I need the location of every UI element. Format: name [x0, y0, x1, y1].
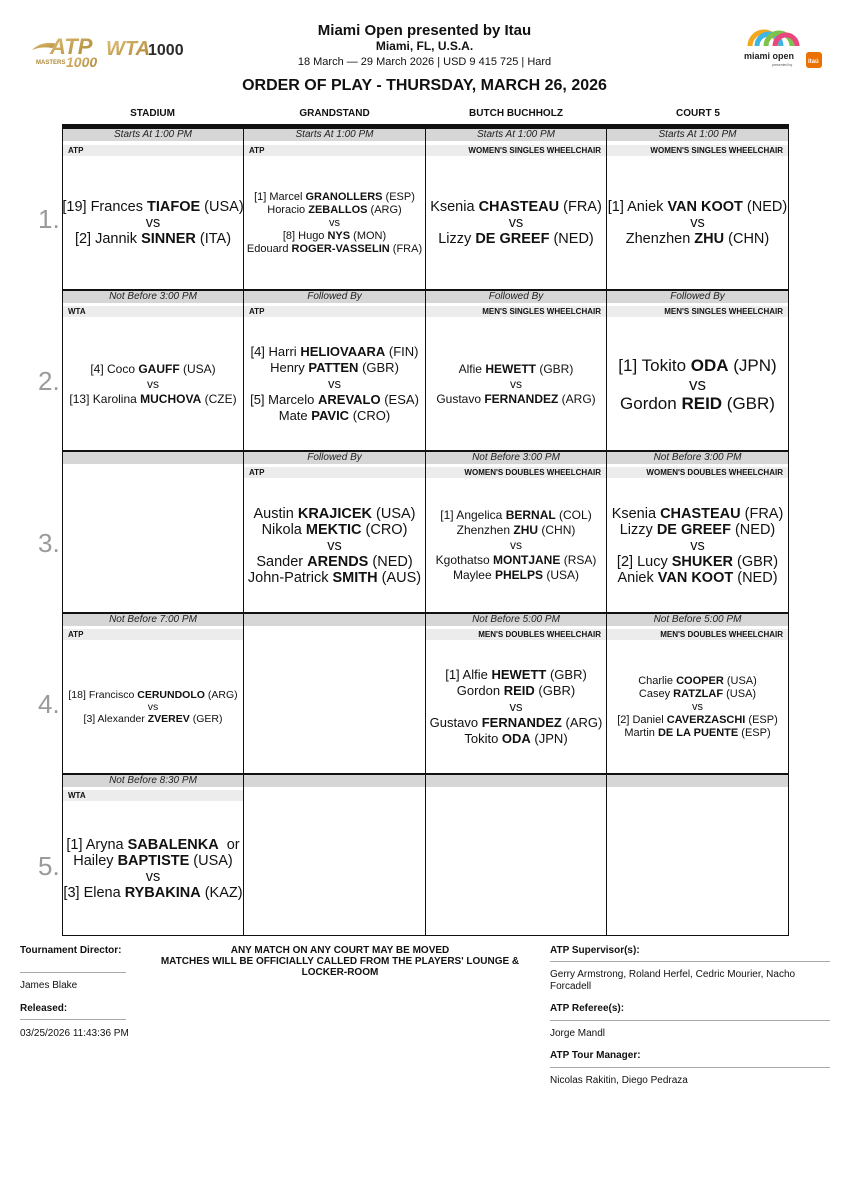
player-line: Gustavo FERNANDEZ (ARG) — [436, 391, 596, 406]
versus-label: vs — [692, 700, 703, 713]
time-slot-label: Not Before 3:00 PM — [63, 291, 243, 303]
player-line: [1] Marcel GRANOLLERS (ESP) — [254, 190, 415, 203]
player-line: [2] Jannik SINNER (ITA) — [74, 231, 232, 247]
row-number-2: 2. — [38, 366, 60, 396]
player-line: [19] Frances TIAFOE (USA) — [62, 199, 244, 215]
presented-by-logo-text: presented by — [772, 63, 793, 67]
versus-label: vs — [508, 215, 524, 231]
player-line: Gordon REID (GBR) — [620, 393, 775, 413]
footer-divider — [550, 961, 830, 962]
time-slot-label: Starts At 1:00 PM — [63, 129, 243, 141]
court-header-court-5: COURT 5 — [676, 108, 720, 119]
player-line: Ksenia CHASTEAU (FRA) — [611, 505, 784, 522]
versus-label: vs — [328, 376, 341, 391]
versus-label: vs — [690, 215, 705, 231]
time-slot-label — [63, 452, 243, 464]
player-line: Lizzy DE GREEF (NED) — [619, 521, 776, 538]
match-cell — [244, 479, 425, 612]
tournament-header — [200, 22, 649, 70]
court-notice-line-1: ANY MATCH ON ANY COURT MAY BE MOVED — [230, 945, 450, 956]
event-category: ATP — [244, 145, 425, 156]
player-line: Alfie HEWETT (GBR) — [458, 361, 574, 376]
atp-supervisor-names: Gerry Armstrong, Roland Herfel, Cedric Mourier, Nacho Forcadell — [550, 969, 796, 992]
atp-referee-label: ATP Referee(s): — [550, 1003, 625, 1014]
player-line: Horacio ZEBALLOS (ARG) — [267, 203, 402, 216]
time-slot-label: Not Before 7:00 PM — [63, 614, 243, 626]
tournament-title: Miami Open presented by Itau — [317, 22, 532, 39]
time-slot-label: Followed By — [607, 291, 788, 303]
event-category: WOMEN'S SINGLES WHEELCHAIR — [426, 145, 606, 156]
player-line: [3] Elena RYBAKINA (KAZ) — [63, 884, 243, 901]
player-line: Charlie COOPER (USA) — [638, 674, 757, 687]
tournament-dates: 18 March — 29 March 2026 | USD 9 415 725 | Hard — [297, 56, 552, 68]
event-category: WOMEN'S DOUBLES WHEELCHAIR — [607, 467, 788, 478]
court-header-grandstand: GRANDSTAND — [299, 108, 370, 119]
atp-referee-names: Jorge Mandl — [550, 1028, 606, 1039]
time-slot-label: Starts At 1:00 PM — [244, 129, 425, 141]
time-slot-label: Starts At 1:00 PM — [426, 129, 606, 141]
atp-logo-text: ATP — [50, 34, 93, 59]
player-line: Martin DE LA PUENTE (ESP) — [624, 726, 771, 739]
versus-label: vs — [689, 374, 706, 394]
versus-label: vs — [329, 216, 340, 229]
player-line: [1] Aryna SABALENKA or — [66, 836, 240, 853]
event-category: ATP — [63, 145, 243, 156]
player-line: Maylee PHELPS (USA) — [452, 568, 580, 582]
player-line: Casey RATZLAF (USA) — [638, 687, 757, 700]
row-number-1: 1. — [38, 204, 60, 234]
player-line: [4] Coco GAUFF (USA) — [90, 361, 216, 376]
atp-tour-manager-label: ATP Tour Manager: — [550, 1050, 641, 1061]
player-line: [2] Daniel CAVERZASCHI (ESP) — [617, 713, 778, 726]
match-cell — [63, 157, 243, 289]
row-number-3: 3. — [38, 528, 60, 558]
court-header-butch-buchholz: BUTCH BUCHHOLZ — [469, 108, 563, 119]
footer-divider — [20, 972, 126, 973]
event-category: WOMEN'S DOUBLES WHEELCHAIR — [426, 467, 606, 478]
footer-divider — [550, 1067, 830, 1068]
match-cell — [426, 641, 606, 773]
player-line: Edouard ROGER-VASSELIN (FRA) — [246, 242, 423, 255]
event-category: MEN'S DOUBLES WHEELCHAIR — [426, 629, 606, 640]
miami-open-logo — [742, 26, 824, 72]
player-line: [13] Karolina MUCHOVA (CZE) — [69, 391, 237, 406]
player-line: [1] Aniek VAN KOOT (NED) — [607, 199, 788, 215]
match-cell — [244, 318, 425, 450]
time-slot-label — [607, 775, 788, 787]
versus-label: vs — [327, 537, 342, 554]
itau-logo-text: itaú — [808, 59, 819, 65]
versus-label: vs — [145, 215, 161, 231]
player-line: Zhenzhen ZHU (CHN) — [625, 231, 770, 247]
time-slot-label: Starts At 1:00 PM — [607, 129, 788, 141]
miami-open-logo-text: miami open — [744, 51, 795, 61]
time-slot-label: Not Before 5:00 PM — [426, 614, 606, 626]
event-category: MEN'S SINGLES WHEELCHAIR — [607, 306, 788, 317]
time-slot-label: Followed By — [426, 291, 606, 303]
time-slot-label — [426, 775, 606, 787]
player-line: John-Patrick SMITH (AUS) — [247, 569, 422, 586]
versus-label: vs — [690, 537, 705, 554]
event-category: MEN'S SINGLES WHEELCHAIR — [426, 306, 606, 317]
match-cell — [607, 641, 788, 773]
event-category: MEN'S DOUBLES WHEELCHAIR — [607, 629, 788, 640]
match-cell — [63, 318, 243, 450]
match-cell — [63, 802, 243, 935]
time-slot-label: Followed By — [244, 291, 425, 303]
tournament-director-name: James Blake — [20, 980, 78, 991]
atp-wta-1000-logo — [30, 30, 190, 70]
player-line: Mate PAVIC (CRO) — [278, 408, 391, 423]
match-cell — [426, 479, 606, 612]
time-slot-label: Not Before 8:30 PM — [63, 775, 243, 787]
atp-tour-manager-names: Nicolas Rakitin, Diego Pedraza — [550, 1075, 688, 1086]
player-line: [5] Marcelo AREVALO (ESA) — [250, 392, 419, 407]
player-line: Aniek VAN KOOT (NED) — [617, 569, 778, 586]
wta-1000-logo-text: 1000 — [148, 42, 184, 59]
versus-label: vs — [509, 699, 523, 714]
event-category: WTA — [63, 790, 243, 801]
player-line: [1] Alfie HEWETT (GBR) — [445, 667, 587, 682]
tournament-location: Miami, FL, U.S.A. — [375, 39, 474, 53]
player-line: Sander ARENDS (NED) — [256, 553, 413, 570]
player-line: [3] Alexander ZVEREV (GER) — [83, 713, 223, 725]
event-category: ATP — [63, 629, 243, 640]
match-cell — [607, 318, 788, 450]
versus-label: vs — [145, 868, 161, 885]
match-cell — [607, 157, 788, 289]
player-line: Ksenia CHASTEAU (FRA) — [430, 199, 602, 215]
player-line: [1] Tokito ODA (JPN) — [618, 355, 777, 375]
versus-label: vs — [147, 701, 159, 713]
time-slot-label — [244, 614, 425, 626]
player-line: [18] Francisco CERUNDOLO (ARG) — [68, 689, 238, 701]
match-cell — [426, 318, 606, 450]
player-line: Gordon REID (GBR) — [456, 683, 576, 698]
time-slot-label: Followed By — [244, 452, 425, 464]
event-category: ATP — [244, 306, 425, 317]
player-line: Henry PATTEN (GBR) — [270, 360, 399, 375]
match-cell — [63, 641, 243, 773]
masters-logo-text: MASTERS — [36, 60, 66, 66]
time-slot-label: Not Before 3:00 PM — [426, 452, 606, 464]
court-notice — [140, 945, 540, 978]
tournament-director-label: Tournament Director: — [20, 945, 122, 956]
row-number-5: 5. — [38, 851, 60, 881]
time-slot-label: Not Before 3:00 PM — [607, 452, 788, 464]
wta-logo-text: WTA — [106, 38, 151, 60]
player-line: Kgothatso MONTJANE (RSA) — [435, 553, 597, 567]
versus-label: vs — [510, 376, 522, 391]
row-number-4: 4. — [38, 689, 60, 719]
player-line: Nikola MEKTIC (CRO) — [261, 521, 408, 538]
player-line: Lizzy DE GREEF (NED) — [438, 231, 594, 247]
player-line: [8] Hugo NYS (MON) — [282, 229, 387, 242]
footer-divider — [20, 1019, 126, 1020]
player-line: Hailey BAPTISTE (USA) — [73, 852, 233, 869]
player-line: Zhenzhen ZHU (CHN) — [456, 523, 576, 537]
footer-divider — [550, 1020, 830, 1021]
player-line: Gustavo FERNANDEZ (ARG) — [429, 715, 603, 730]
court-header-stadium: STADIUM — [130, 108, 175, 119]
court-notice-line-2: MATCHES WILL BE OFFICIALLY CALLED FROM THE PLAYERS' LOUNGE & LOCKER-ROOM — [160, 956, 520, 978]
versus-label: vs — [510, 538, 522, 552]
match-cell — [426, 157, 606, 289]
order-of-play-title: ORDER OF PLAY - THURSDAY, MARCH 26, 2026 — [242, 77, 607, 94]
player-line: Tokito ODA (JPN) — [464, 731, 568, 746]
event-category: WOMEN'S SINGLES WHEELCHAIR — [607, 145, 788, 156]
player-line: [4] Harri HELIOVAARA (FIN) — [250, 344, 419, 359]
time-slot-label — [244, 775, 425, 787]
time-slot-label: Not Before 5:00 PM — [607, 614, 788, 626]
match-cell — [607, 479, 788, 612]
atp-1000-logo-text: 1000 — [66, 54, 98, 70]
player-line: [1] Angelica BERNAL (COL) — [440, 508, 592, 522]
player-line: Austin KRAJICEK (USA) — [253, 505, 416, 522]
match-cell — [244, 157, 425, 289]
atp-supervisor-label: ATP Supervisor(s): — [550, 945, 640, 956]
released-label: Released: — [20, 1003, 68, 1014]
event-category: WTA — [63, 306, 243, 317]
versus-label: vs — [147, 376, 159, 391]
event-category: ATP — [244, 467, 425, 478]
released-timestamp: 03/25/2026 11:43:36 PM — [20, 1028, 129, 1039]
player-line: [2] Lucy SHUKER (GBR) — [616, 553, 779, 570]
